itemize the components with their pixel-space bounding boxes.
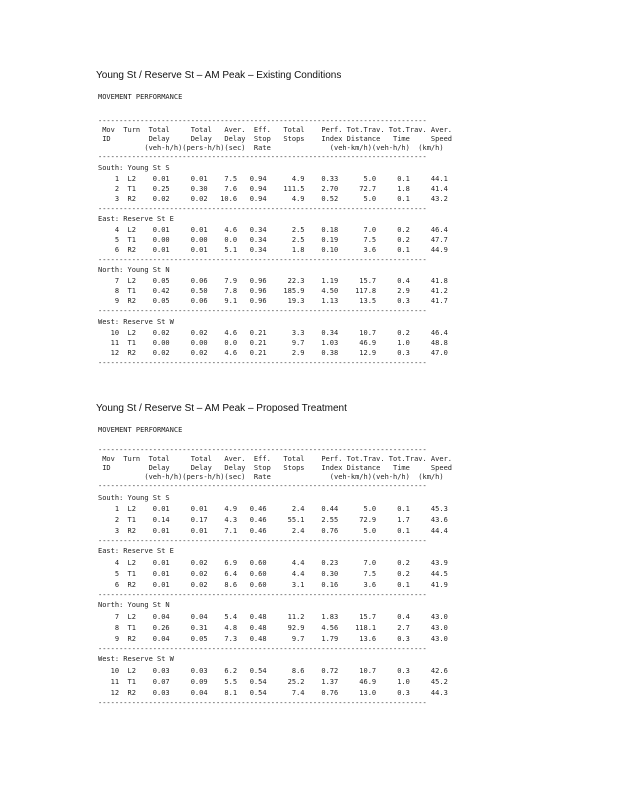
table-row: 3 R2 0.02 0.02 10.6 0.94 4.9 0.52 5.0 0.1 43.2 bbox=[98, 195, 448, 203]
table-row: 8 T1 0.26 0.31 4.8 0.48 92.9 4.56 118.1 2.7 43.0 bbox=[98, 624, 448, 632]
table-row: 11 T1 0.07 0.09 5.5 0.54 25.2 1.37 46.9 1.0 45.2 bbox=[98, 678, 448, 686]
table-row: 1 L2 0.01 0.01 4.9 0.46 2.4 0.44 5.0 0.1 45.3 bbox=[98, 505, 448, 513]
table-row: 5 T1 0.01 0.02 6.4 0.60 4.4 0.30 7.5 0.2 44.5 bbox=[98, 570, 448, 578]
table-row: 10 L2 0.02 0.02 4.6 0.21 3.3 0.34 10.7 0.2 46.4 bbox=[98, 329, 448, 337]
table-header-row: (veh-h/h)(pers-h/h)(sec) Rate (veh-km/h)(veh-h/h) (km/h) bbox=[98, 473, 444, 481]
approach-heading: West: Reserve St W bbox=[98, 318, 174, 326]
table-row: 6 R2 0.01 0.01 5.1 0.34 1.8 0.10 3.6 0.1 44.9 bbox=[98, 246, 448, 254]
table-rule: ------------------------------------------------------------------------------ bbox=[98, 591, 427, 599]
approach-heading: North: Young St N bbox=[98, 266, 170, 274]
table-row: 7 L2 0.04 0.04 5.4 0.48 11.2 1.83 15.7 0.4 43.0 bbox=[98, 613, 448, 621]
table-row: 3 R2 0.01 0.01 7.1 0.46 2.4 0.76 5.0 0.1 44.4 bbox=[98, 527, 448, 535]
table-header-row: ID Delay Delay Delay Stop Stops Index Distance Time Speed bbox=[98, 135, 453, 143]
approach-heading: South: Young St S bbox=[98, 494, 170, 502]
table-row: 1 L2 0.01 0.01 7.5 0.94 4.9 0.33 5.0 0.1 44.1 bbox=[98, 175, 448, 183]
table-rule: ------------------------------------------------------------------------------ bbox=[98, 359, 427, 367]
approach-heading: North: Young St N bbox=[98, 601, 170, 609]
table-row: 7 L2 0.05 0.06 7.9 0.96 22.3 1.19 15.7 0.4 41.8 bbox=[98, 277, 448, 285]
approach-heading: East: Reserve St E bbox=[98, 547, 174, 555]
table-row: 5 T1 0.00 0.00 0.0 0.34 2.5 0.19 7.5 0.2 47.7 bbox=[98, 236, 448, 244]
table-row: 9 R2 0.05 0.06 9.1 0.96 19.3 1.13 13.5 0.3 41.7 bbox=[98, 297, 448, 305]
table-header-row: ID Delay Delay Delay Stop Stops Index Distance Time Speed bbox=[98, 464, 453, 472]
table-rule: ------------------------------------------------------------------------------ bbox=[98, 537, 427, 545]
approach-heading: East: Reserve St E bbox=[98, 215, 174, 223]
table-row: 9 R2 0.04 0.05 7.3 0.48 9.7 1.79 13.6 0.3 43.0 bbox=[98, 635, 448, 643]
table-rule: ------------------------------------------------------------------------------ bbox=[98, 256, 427, 264]
section-title: Young St / Reserve St – AM Peak – Existing Conditions bbox=[96, 70, 342, 81]
table-rule: ------------------------------------------------------------------------------ bbox=[98, 307, 427, 315]
table-rule: ------------------------------------------------------------------------------ bbox=[98, 446, 427, 454]
table-rule: ------------------------------------------------------------------------------ bbox=[98, 482, 427, 490]
table-row: 12 R2 0.02 0.02 4.6 0.21 2.9 0.38 12.9 0.3 47.0 bbox=[98, 349, 448, 357]
table-header-row: Mov Turn Total Total Aver. Eff. Total Perf. Tot.Trav. Tot.Trav. Aver. bbox=[98, 455, 453, 463]
table-row: 6 R2 0.01 0.02 8.6 0.60 3.1 0.16 3.6 0.1 41.9 bbox=[98, 581, 448, 589]
table-rule: ------------------------------------------------------------------------------ bbox=[98, 645, 427, 653]
table-row: 4 L2 0.01 0.01 4.6 0.34 2.5 0.18 7.0 0.2 46.4 bbox=[98, 226, 448, 234]
section-label: MOVEMENT PERFORMANCE bbox=[98, 426, 183, 434]
approach-heading: South: Young St S bbox=[98, 164, 170, 172]
table-rule: ------------------------------------------------------------------------------ bbox=[98, 205, 427, 213]
section-label: MOVEMENT PERFORMANCE bbox=[98, 93, 183, 101]
approach-heading: West: Reserve St W bbox=[98, 655, 174, 663]
table-rule: ------------------------------------------------------------------------------ bbox=[98, 153, 427, 161]
table-rule: ------------------------------------------------------------------------------ bbox=[98, 699, 427, 707]
table-header-row: (veh-h/h)(pers-h/h)(sec) Rate (veh-km/h)(veh-h/h) (km/h) bbox=[98, 144, 444, 152]
table-row: 2 T1 0.14 0.17 4.3 0.46 55.1 2.55 72.9 1.7 43.6 bbox=[98, 516, 448, 524]
table-row: 10 L2 0.03 0.03 6.2 0.54 8.6 0.72 10.7 0.3 42.6 bbox=[98, 667, 448, 675]
table-row: 2 T1 0.25 0.30 7.6 0.94 111.5 2.70 72.7 1.8 41.4 bbox=[98, 185, 448, 193]
section-title: Young St / Reserve St – AM Peak – Proposed Treatment bbox=[96, 403, 347, 414]
table-header-row: Mov Turn Total Total Aver. Eff. Total Perf. Tot.Trav. Tot.Trav. Aver. bbox=[98, 126, 453, 134]
table-row: 12 R2 0.03 0.04 8.1 0.54 7.4 0.76 13.0 0.3 44.3 bbox=[98, 689, 448, 697]
table-row: 11 T1 0.00 0.00 0.0 0.21 9.7 1.03 46.9 1.0 48.8 bbox=[98, 339, 448, 347]
table-row: 8 T1 0.42 0.50 7.8 0.96 185.9 4.50 117.8 2.9 41.2 bbox=[98, 287, 448, 295]
table-row: 4 L2 0.01 0.02 6.9 0.60 4.4 0.23 7.0 0.2 43.9 bbox=[98, 559, 448, 567]
table-rule: ------------------------------------------------------------------------------ bbox=[98, 117, 427, 125]
